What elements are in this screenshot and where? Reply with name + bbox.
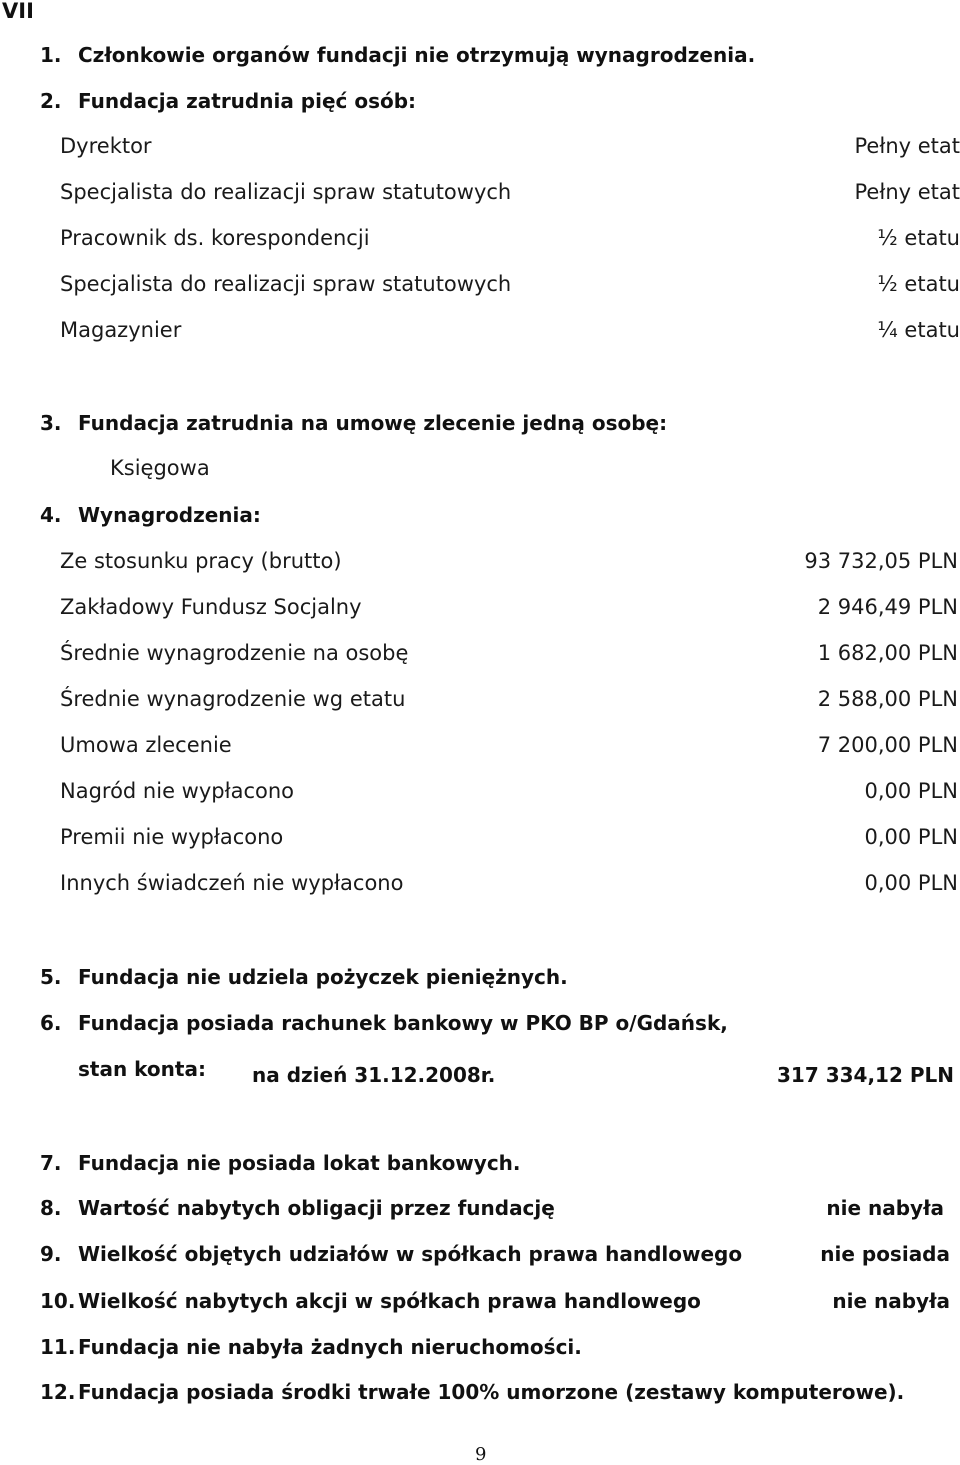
item-12 (40, 1380, 904, 1404)
item-3-text: Fundacja zatrudnia na umowę zlecenie jedną osobę: (78, 411, 668, 435)
item-6-number: 6. (40, 1011, 62, 1035)
salary-amount: 93 732,05 PLN (804, 549, 958, 573)
salary-label: Średnie wynagrodzenie wg etatu (60, 687, 406, 711)
account-label: stan konta: (78, 1057, 206, 1081)
salary-label: Ze stosunku pracy (brutto) (60, 549, 342, 573)
item-2-number: 2. (40, 89, 62, 113)
item-2-text: Fundacja zatrudnia pięć osób: (78, 89, 417, 113)
employee-role: Magazynier (60, 318, 182, 342)
salary-amount: 0,00 PLN (864, 871, 958, 895)
item-12-text: Fundacja posiada środki trwałe 100% umorzone (zestawy komputerowe). (78, 1380, 905, 1404)
item-11-number: 11. (40, 1335, 76, 1359)
item-9-number: 9. (40, 1242, 62, 1266)
item-7 (40, 1151, 521, 1175)
item-7-text: Fundacja nie posiada lokat bankowych. (78, 1151, 521, 1175)
salary-amount: 0,00 PLN (864, 779, 958, 803)
item-1-text: Członkowie organów fundacji nie otrzymują wynagrodzenia. (78, 43, 756, 67)
item-4-text: Wynagrodzenia: (78, 503, 261, 527)
item-5-text: Fundacja nie udziela pożyczek pieniężnych. (78, 965, 568, 989)
employee-fte: Pełny etat (854, 180, 960, 204)
employee-fte: ½ etatu (877, 226, 960, 250)
item-9 (40, 1242, 742, 1266)
item-9-value: nie posiada (820, 1242, 950, 1266)
item-6-text: Fundacja posiada rachunek bankowy w PKO BP o/Gdańsk, (78, 1011, 728, 1035)
item-5 (40, 965, 568, 989)
salary-label: Innych świadczeń nie wypłacono (60, 871, 404, 895)
item-5-number: 5. (40, 965, 62, 989)
item-2 (40, 89, 416, 113)
salary-label: Średnie wynagrodzenie na osobę (60, 641, 409, 665)
employee-role: Dyrektor (60, 134, 152, 158)
employee-role: Specjalista do realizacji spraw statutowych (60, 272, 512, 296)
employee-fte: Pełny etat (854, 134, 960, 158)
account-date: na dzień 31.12.2008r. (252, 1063, 496, 1087)
item-11-text: Fundacja nie nabyła żadnych nieruchomości. (78, 1335, 582, 1359)
contractor-role: Księgowa (110, 456, 210, 480)
item-1-number: 1. (40, 43, 62, 67)
item-10 (40, 1289, 701, 1313)
item-10-value: nie nabyła (832, 1289, 950, 1313)
item-6 (40, 1011, 728, 1035)
item-12-number: 12. (40, 1380, 76, 1404)
employee-role: Specjalista do realizacji spraw statutowych (60, 180, 512, 204)
item-10-number: 10. (40, 1289, 76, 1313)
item-4-number: 4. (40, 503, 62, 527)
item-3-number: 3. (40, 411, 62, 435)
item-7-number: 7. (40, 1151, 62, 1175)
item-8-value: nie nabyła (826, 1196, 944, 1220)
salary-amount: 2 946,49 PLN (817, 595, 958, 619)
salary-amount: 7 200,00 PLN (817, 733, 958, 757)
item-11 (40, 1335, 582, 1359)
salary-amount: 1 682,00 PLN (817, 641, 958, 665)
salary-label: Umowa zlecenie (60, 733, 232, 757)
salary-label: Premii nie wypłacono (60, 825, 284, 849)
salary-amount: 2 588,00 PLN (817, 687, 958, 711)
salary-label: Zakładowy Fundusz Socjalny (60, 595, 362, 619)
page-number: 9 (475, 1444, 487, 1465)
item-10-text: Wielkość nabytych akcji w spółkach prawa handlowego (78, 1289, 701, 1313)
item-8-number: 8. (40, 1196, 62, 1220)
item-1 (40, 43, 755, 67)
account-balance: 317 334,12 PLN (777, 1063, 954, 1087)
employee-role: Pracownik ds. korespondencji (60, 226, 370, 250)
item-8-text: Wartość nabytych obligacji przez fundację (78, 1196, 555, 1220)
salary-label: Nagród nie wypłacono (60, 779, 294, 803)
section-heading: VII (2, 0, 34, 23)
item-8 (40, 1196, 555, 1220)
salary-amount: 0,00 PLN (864, 825, 958, 849)
employee-fte: ¼ etatu (877, 318, 960, 342)
employee-fte: ½ etatu (877, 272, 960, 296)
item-4 (40, 503, 261, 527)
item-3 (40, 411, 667, 435)
item-9-text: Wielkość objętych udziałów w spółkach prawa handlowego (78, 1242, 743, 1266)
